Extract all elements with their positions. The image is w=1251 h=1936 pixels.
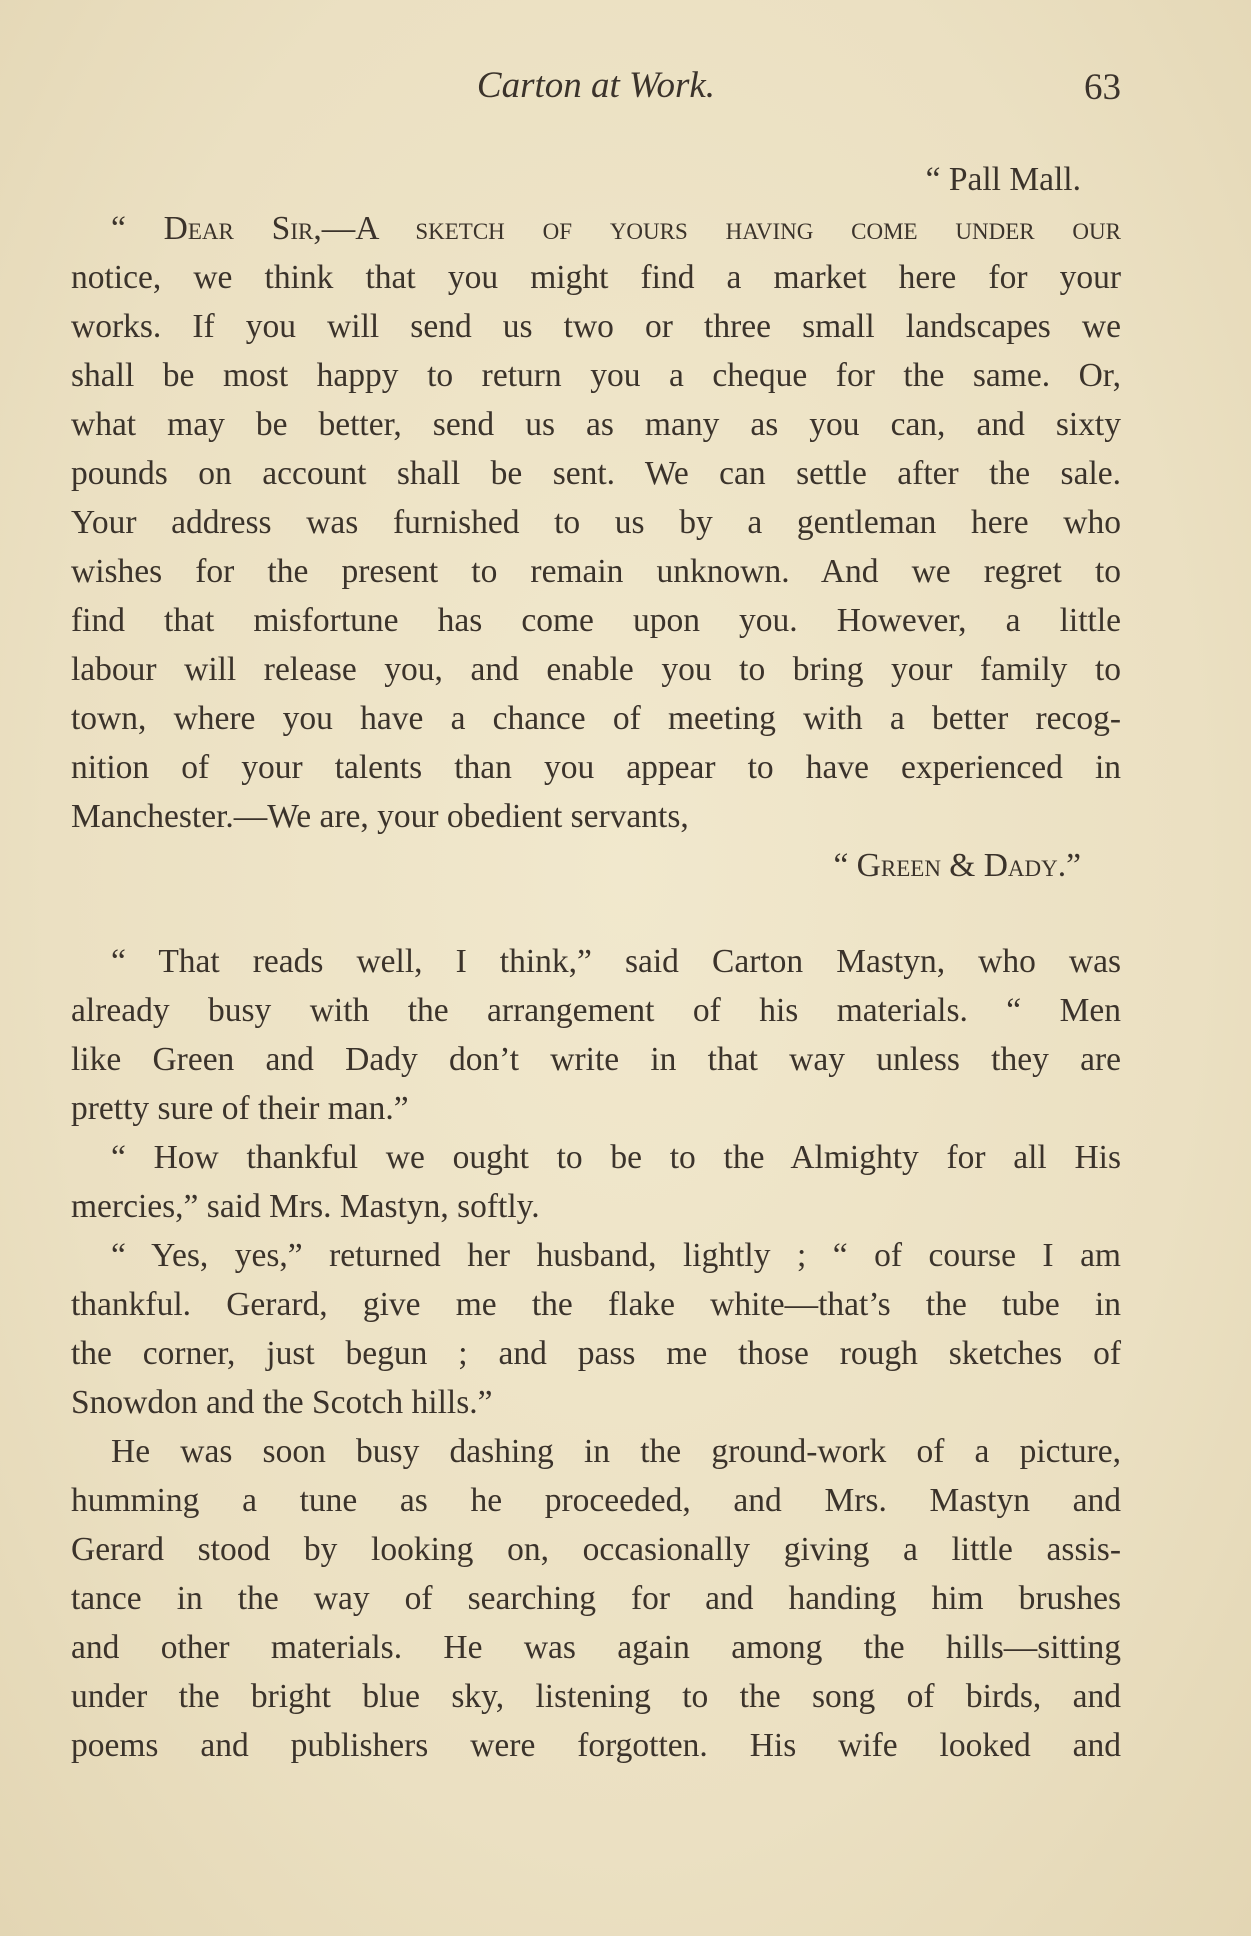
page-number: 63 [1084,67,1121,108]
letter-line: find that misfortune has come upon you. However, a little [71,602,1121,639]
letter-line: Manchester.—We are, your obedient servants, [71,798,689,835]
letter-line: pounds on account shall be sent. We can settle after the sale. [71,455,1121,492]
paragraph-line: “ Yes, yes,” returned her husband, lightly ; “ of course I am [111,1237,1121,1274]
paragraph-line: humming a tune as he proceeded, and Mrs. Mastyn and [71,1482,1121,1519]
letter-line: notice, we think that you might find a market here for your [71,259,1121,296]
running-title: Carton at Work. [476,65,716,106]
paragraph-line: the corner, just begun ; and pass me those rough sketches of [71,1335,1121,1372]
letter-signature: “ Green & Dady.” [833,847,1081,884]
paragraph-line: pretty sure of their man.” [71,1090,409,1127]
letter-line: Your address was furnished to us by a gentleman here who [71,504,1121,541]
letter-line: town, where you have a chance of meeting with a better recog- [71,700,1121,737]
paragraph-line: under the bright blue sky, listening to the song of birds, and [71,1678,1121,1715]
paragraph-line: He was soon busy dashing in the ground-work of a picture, [111,1433,1121,1470]
paragraph-line: “ That reads well, I think,” said Carton Mastyn, who was [111,943,1121,980]
paragraph-line: like Green and Dady don’t write in that way unless they are [71,1041,1121,1078]
paragraph-line: and other materials. He was again among the hills—sitting [71,1629,1121,1666]
letter-line: what may be better, send us as many as you can, and sixty [71,406,1121,443]
paragraph-line: already busy with the arrangement of his materials. “ Men [71,992,1121,1029]
letter-line: works. If you will send us two or three small landscapes we [71,308,1121,345]
letter-place: “ Pall Mall. [925,161,1081,198]
letter-line: shall be most happy to return you a cheque for the same. Or, [71,357,1121,394]
paragraph-line: mercies,” said Mrs. Mastyn, softly. [71,1188,540,1225]
paragraph-line: Snowdon and the Scotch hills.” [71,1384,493,1421]
letter-line: nition of your talents than you appear to have experienced in [71,749,1121,786]
paragraph-line: poems and publishers were forgotten. His wife looked and [71,1727,1121,1764]
paragraph-line: thankful. Gerard, give me the flake white—that’s the tube in [71,1286,1121,1323]
paragraph-line: Gerard stood by looking on, occasionally giving a little assis- [71,1531,1121,1568]
page-header [71,64,1121,114]
letter-line: wishes for the present to remain unknown. And we regret to [71,553,1121,590]
letter-line: labour will release you, and enable you to bring your family to [71,651,1121,688]
paragraph-line: tance in the way of searching for and handing him brushes [71,1580,1121,1617]
paragraph-line: “ How thankful we ought to be to the Almighty for all His [111,1139,1121,1176]
letter-line: “ Dear Sir,—A sketch of yours having come under our [111,210,1121,247]
